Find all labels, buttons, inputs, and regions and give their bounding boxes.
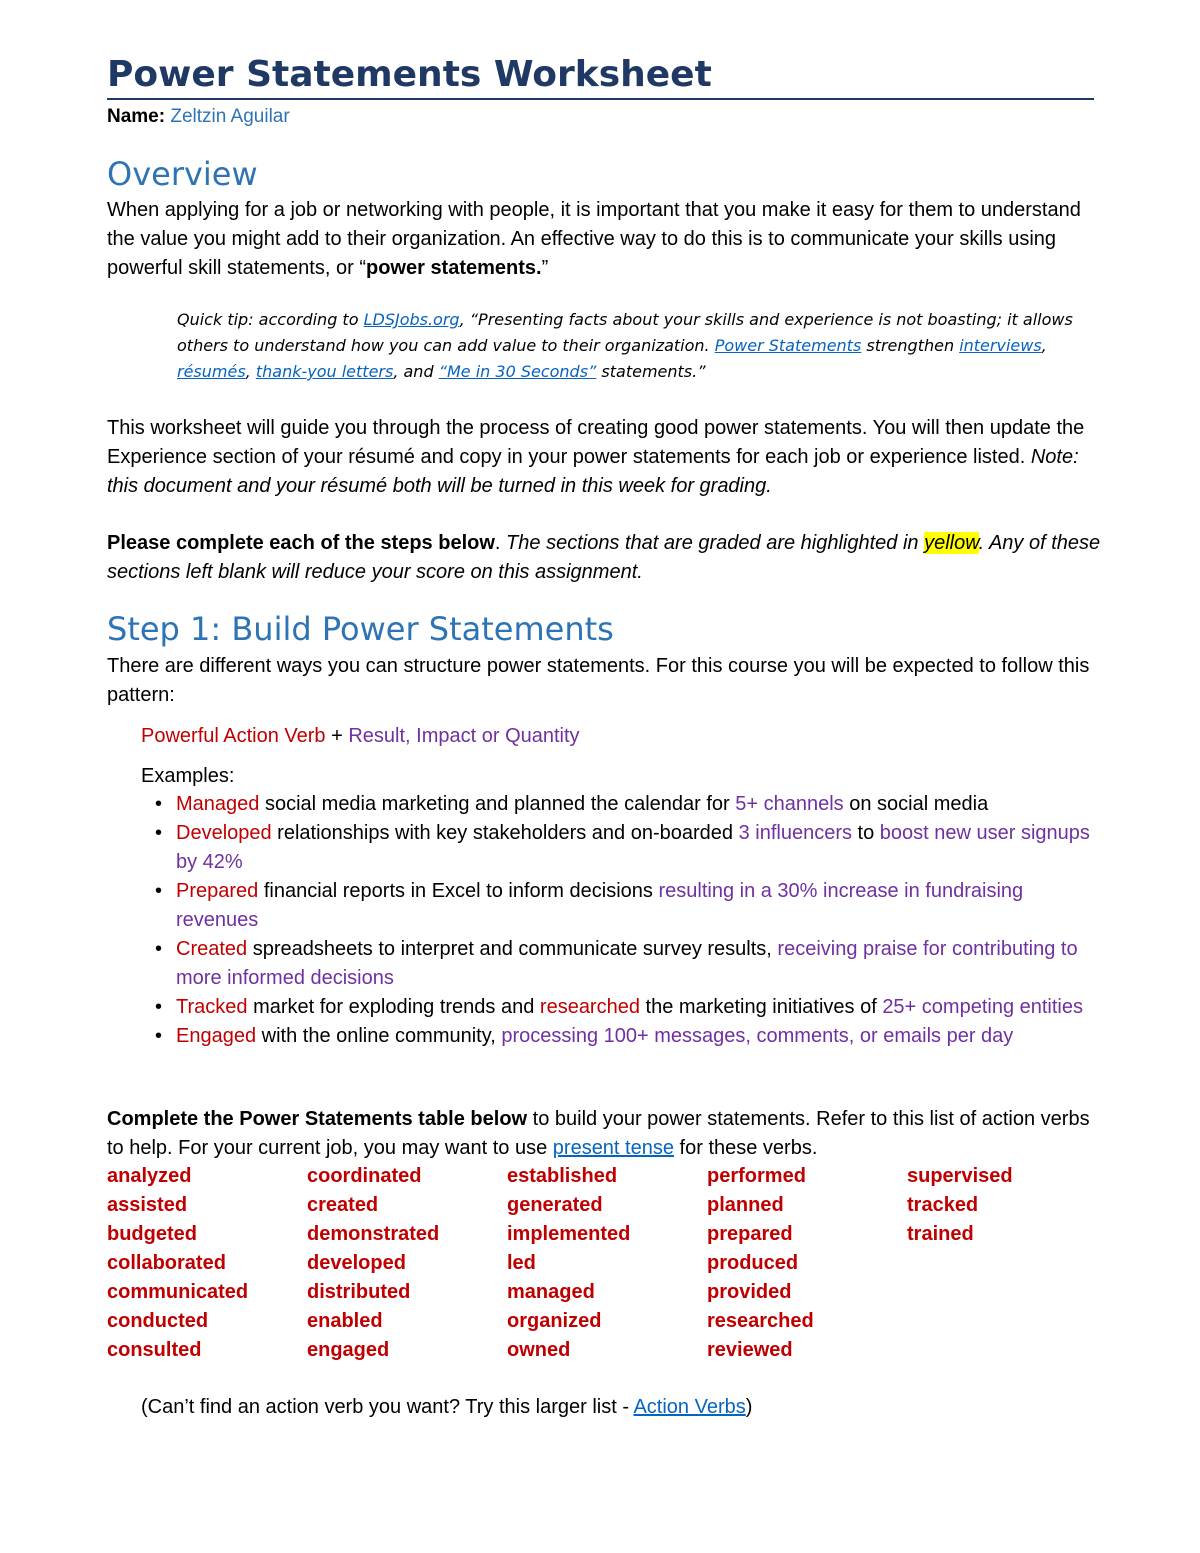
tip-text: strengthen [861,336,960,355]
example-result: 5+ channels [735,793,844,815]
verb-column [707,1162,897,1365]
name-label: Name: [107,106,166,127]
thank-you-letters-link[interactable]: thank-you letters [255,362,394,381]
bullet-icon: • [155,880,163,902]
page-title: Power Statements Worksheet [107,52,1094,100]
guide-paragraph [107,414,1107,501]
verb-item: enabled [307,1310,383,1332]
interviews-link[interactable]: interviews [959,336,1042,355]
verb-column [107,1162,297,1365]
yellow-highlight: yellow [924,532,979,554]
overview-paragraph [107,196,1107,283]
list-item [155,935,1105,993]
verb-item: budgeted [107,1223,197,1245]
guide-text: This worksheet will guide you through the process of creating good power statements. You will then update the Experience section of your résumé and copy in your power statements for each job or experience listed. [107,417,1085,468]
overview-text: When applying for a job or networking with people, it is important that you make it easy for them to understand the value you might add to their organization. An effective way to do this is to communicate your skills using powerful skill statements, or “ [107,199,1081,279]
bullet-icon: • [155,996,163,1018]
resumes-link[interactable]: résumés [177,362,246,381]
verb-item: reviewed [707,1339,793,1361]
example-result: receiving praise for contributing to more informed decisions [176,938,1078,989]
verb-item: supervised [907,1165,1013,1187]
example-text: spreadsheets to interpret and communicate survey results, [247,938,778,960]
verb-item: collaborated [107,1252,226,1274]
bullet-icon: • [155,822,163,844]
bullet-icon: • [155,1025,163,1047]
action-verbs-link[interactable]: Action Verbs [633,1396,746,1418]
tip-text: , and [393,362,439,381]
action-verbs-list [107,1162,1107,1372]
verb-item: demonstrated [307,1223,440,1245]
step1-intro: There are different ways you can structure power statements. For this course you will be expected to follow this pattern: [107,655,1090,706]
example-verb: Managed [176,793,260,815]
list-item [155,819,1105,877]
bullet-icon: • [155,938,163,960]
table-instructions-end: for these verbs. [673,1137,818,1159]
instructions-italic: The sections that are graded are highlighted in [506,532,925,554]
verb-item: implemented [507,1223,631,1245]
verb-item: organized [507,1310,602,1332]
power-statements-term: power statements. [365,257,542,279]
verb-item: created [307,1194,379,1216]
verb-item: consulted [107,1339,202,1361]
list-item [155,790,1105,819]
me-in-30-seconds-link[interactable]: “Me in 30 Seconds” [438,362,597,381]
instructions-italic-end: . Any of these sections left blank will reduce your score on this assignment. [107,532,1101,583]
examples-list [155,790,1105,1051]
name-value: Zeltzin Aguilar [170,106,290,127]
present-tense-link[interactable]: present tense [552,1137,674,1159]
power-statements-link[interactable]: Power Statements [714,336,862,355]
formula-result: Result, Impact or Quantity [348,725,580,747]
verb-column [307,1162,497,1365]
verb-item: performed [707,1165,806,1187]
example-result: processing 100+ messages, comments, or emails per day [501,1025,1014,1047]
list-item [155,1022,1105,1051]
verb-item: produced [707,1252,799,1274]
verb-item: generated [507,1194,603,1216]
example-verb: Created [176,938,248,960]
example-text: financial reports in Excel to inform decisions [258,880,659,902]
name-line [107,104,290,130]
example-text: social media marketing and planned the calendar for [259,793,736,815]
statement-formula [141,722,580,750]
verb-item: trained [907,1223,974,1245]
example-text: on social media [843,793,989,815]
list-item [155,993,1105,1022]
example-text: to [851,822,880,844]
example-result: resulting in a 30% increase in fundraising revenues [176,880,1024,931]
example-verb: Prepared [176,880,259,902]
verb-column [507,1162,697,1365]
example-verb: Developed [176,822,272,844]
instructions-dot: . [494,532,507,554]
example-verb: researched [539,996,640,1018]
verb-item: provided [707,1281,792,1303]
overview-heading: Overview [107,155,258,193]
verb-item: established [507,1165,618,1187]
verb-item: owned [507,1339,571,1361]
footer-text: (Can’t find an action verb you want? Try this larger list - [141,1396,634,1418]
tip-text: , [245,362,256,381]
example-verb: Tracked [176,996,248,1018]
example-text: with the online community, [256,1025,502,1047]
example-result: boost new user signups by 42% [176,822,1090,873]
verb-item: engaged [307,1339,390,1361]
example-text: market for exploding trends and [247,996,540,1018]
table-instructions-bold: Complete the Power Statements table below [107,1108,528,1130]
bullet-icon: • [155,793,163,815]
verb-item: planned [707,1194,784,1216]
examples-label: Examples: [141,765,235,787]
verb-item: prepared [707,1223,793,1245]
verb-item: researched [707,1310,814,1332]
formula-verb: Powerful Action Verb [141,725,326,747]
verb-item: managed [507,1281,595,1303]
tip-text: , [1041,336,1047,355]
example-text: the marketing initiatives of [639,996,883,1018]
formula-plus: + [325,725,349,747]
verb-item: analyzed [107,1165,192,1187]
verb-column [907,1162,1097,1249]
verb-item: distributed [307,1281,411,1303]
verb-item: tracked [907,1194,979,1216]
example-result: 25+ competing entities [882,996,1083,1018]
example-text: relationships with key stakeholders and on-boarded [271,822,739,844]
tip-text: , “Presenting facts about your skills and experience is not boasting; it allows others to understand how you can add value to their organization. [177,310,1073,355]
quick-tip [177,307,1097,385]
overview-text-end: ” [541,257,549,279]
verb-item: developed [307,1252,406,1274]
example-verb: Engaged [176,1025,257,1047]
tip-text: statements.” [596,362,706,381]
verb-item: assisted [107,1194,188,1216]
footer-text-end: ) [745,1396,753,1418]
table-instructions-text: to build your power statements. Refer to this list of action verbs to help. For your current job, you may want to use [107,1108,1090,1159]
table-instructions [107,1105,1107,1163]
instructions-bold: Please complete each of the steps below [107,532,495,554]
step1-heading: Step 1: Build Power Statements [107,610,614,648]
verb-item: conducted [107,1310,209,1332]
verb-item: coordinated [307,1165,422,1187]
guide-note: Note: this document and your résumé both will be turned in this week for grading. [107,446,1079,497]
action-verbs-footer [141,1393,752,1422]
verb-item: led [507,1252,536,1274]
verb-item: communicated [107,1281,249,1303]
ldsjobs-link[interactable]: LDSJobs.org [363,310,460,329]
example-result: 3 influencers [738,822,852,844]
instructions-paragraph [107,529,1107,587]
list-item [155,877,1105,935]
tip-text: Quick tip: according to [177,310,364,329]
